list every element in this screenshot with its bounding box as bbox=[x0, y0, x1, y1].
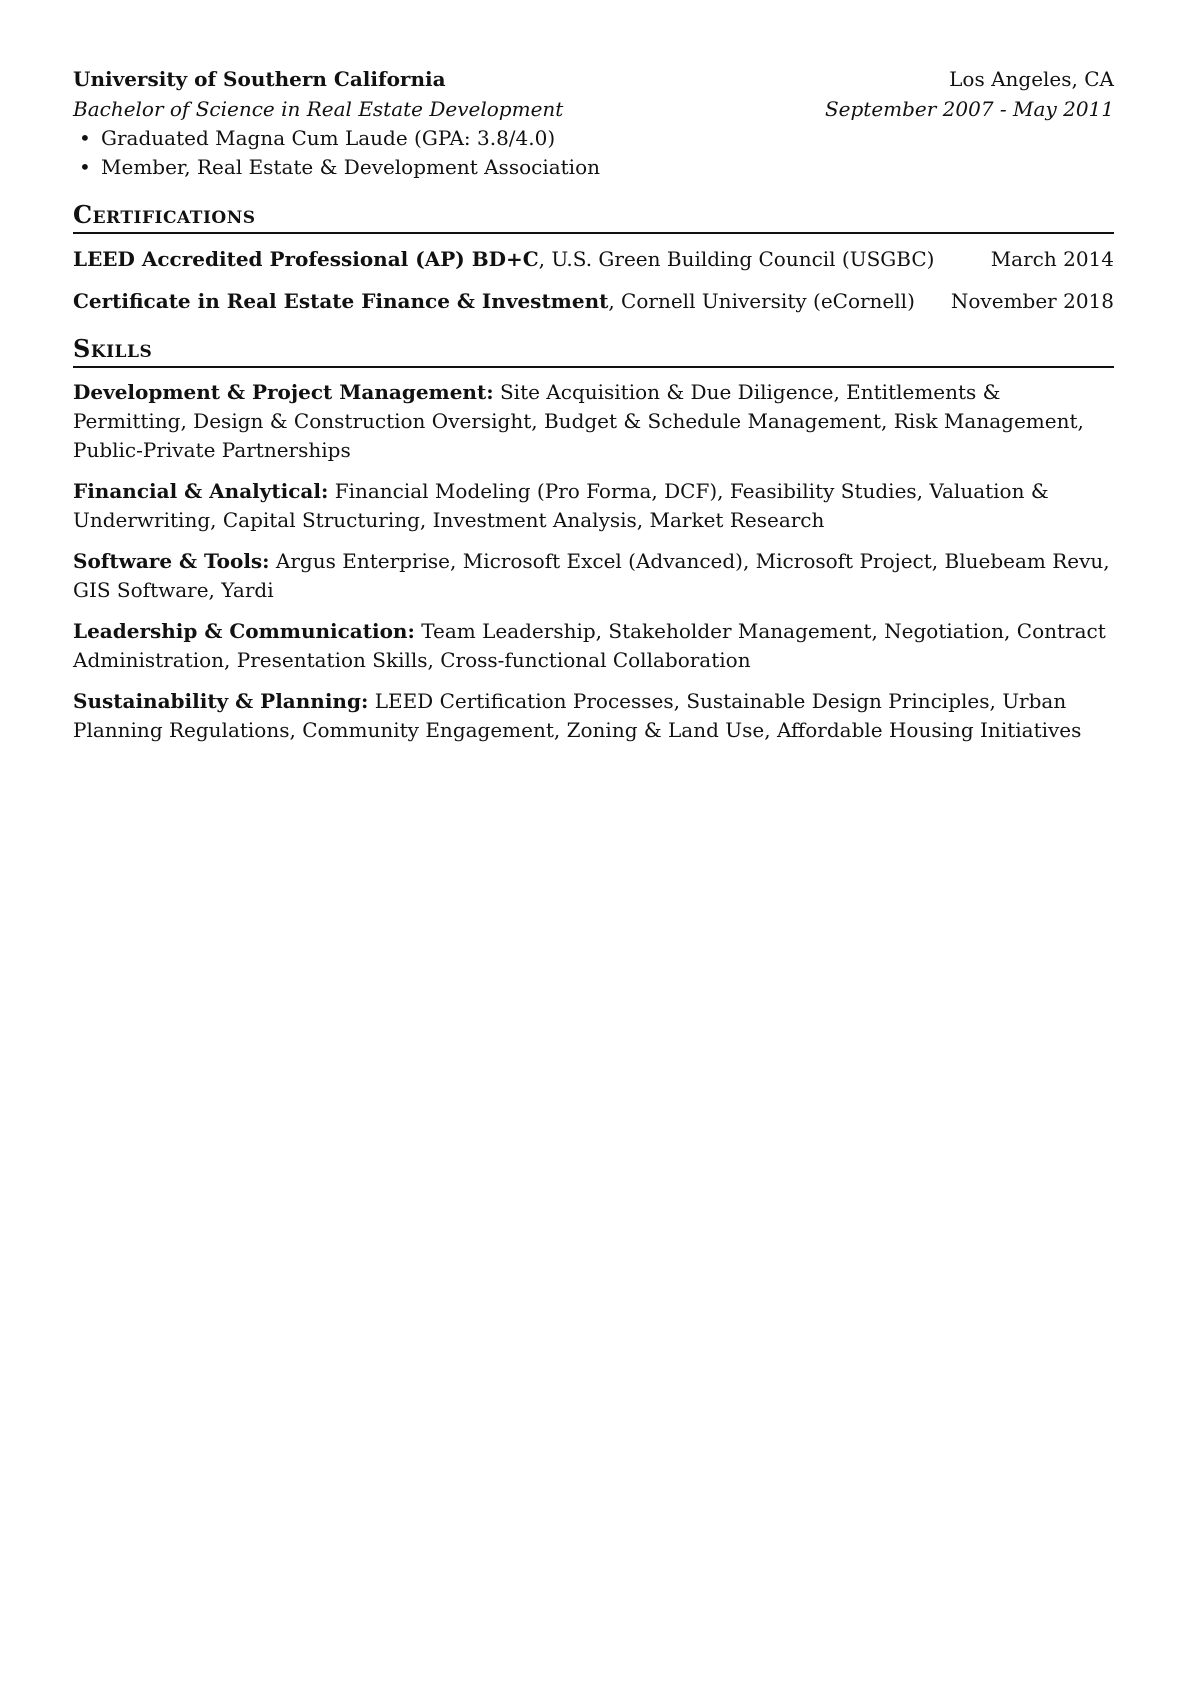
school-name: University of Southern California bbox=[73, 67, 446, 91]
education-entry bbox=[73, 64, 1114, 182]
skills-group-label: Financial & Analytical: bbox=[73, 479, 329, 503]
certification-issuer: , U.S. Green Building Council (USGBC) bbox=[538, 247, 935, 271]
certifications-heading: Certifications bbox=[73, 200, 1114, 234]
bullet-icon: • bbox=[79, 155, 91, 179]
skills-group bbox=[73, 617, 1114, 675]
certification-name: Certificate in Real Estate Finance & Investment bbox=[73, 289, 609, 313]
degree-name: Bachelor of Science in Real Estate Development bbox=[73, 97, 564, 121]
certification-date: March 2014 bbox=[990, 247, 1114, 271]
skills-heading: Skills bbox=[73, 334, 1114, 368]
skills-group-label: Sustainability & Planning: bbox=[73, 689, 369, 713]
certification-name: LEED Accredited Professional (AP) BD+C bbox=[73, 247, 539, 271]
skills-group-label: Development & Project Management: bbox=[73, 380, 494, 404]
school-location: Los Angeles, CA bbox=[949, 67, 1114, 91]
skills-group bbox=[73, 378, 1114, 465]
resume-page bbox=[73, 64, 1114, 745]
bullet-text: Graduated Magna Cum Laude (GPA: 3.8/4.0) bbox=[101, 126, 556, 150]
skills-group-text: Financial Modeling (Pro Forma, DCF), Feasibility Studies, Valuation & Underwriting, Capital Structuring, Investment Analysis, Market Research bbox=[73, 479, 1049, 532]
certification-date: November 2018 bbox=[950, 289, 1114, 313]
bullet-text: Member, Real Estate & Development Association bbox=[101, 155, 600, 179]
certification-row bbox=[73, 286, 1114, 316]
education-header-row bbox=[73, 64, 1114, 94]
education-dates: September 2007 - May 2011 bbox=[824, 97, 1114, 121]
certification-text bbox=[73, 286, 915, 316]
list-item bbox=[73, 124, 1114, 153]
certification-issuer: , Cornell University (eCornell) bbox=[608, 289, 915, 313]
skills-group bbox=[73, 477, 1114, 535]
education-subheader-row bbox=[73, 94, 1114, 124]
list-item bbox=[73, 153, 1114, 182]
skills-group-text: Site Acquisition & Due Diligence, Entitlements & Permitting, Design & Construction Oversight, Budget & Schedule Management, Risk Management, Public-Private Partnerships bbox=[73, 380, 1084, 462]
bullet-icon: • bbox=[79, 126, 91, 150]
education-bullet-list bbox=[73, 124, 1114, 182]
skills-group-text: LEED Certification Processes, Sustainable Design Principles, Urban Planning Regulations, Community Engagement, Zoning & Land Use, Affordable Housing Initiatives bbox=[73, 689, 1082, 742]
skills-group-label: Leadership & Communication: bbox=[73, 619, 415, 643]
skills-group-text: Argus Enterprise, Microsoft Excel (Advanced), Microsoft Project, Bluebeam Revu, GIS Software, Yardi bbox=[73, 549, 1110, 602]
skills-group-label: Software & Tools: bbox=[73, 549, 270, 573]
certification-row bbox=[73, 244, 1114, 274]
skills-group bbox=[73, 547, 1114, 605]
skills-group bbox=[73, 687, 1114, 745]
certification-text bbox=[73, 244, 934, 274]
skills-group-text: Team Leadership, Stakeholder Management, Negotiation, Contract Administration, Presentation Skills, Cross-functional Collaboration bbox=[73, 619, 1106, 672]
